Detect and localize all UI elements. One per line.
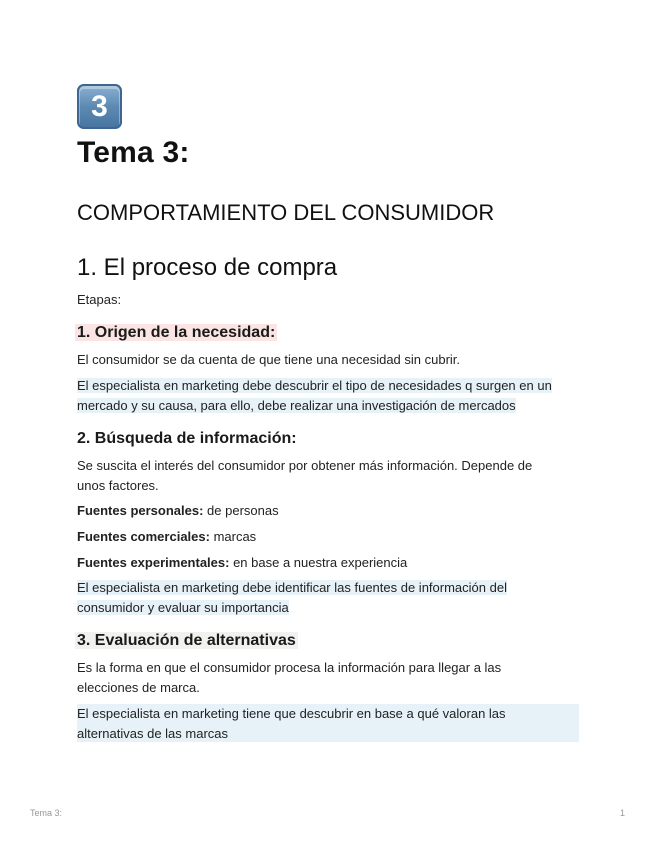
step1-text: El consumidor se da cuenta de que tiene una necesidad sin cubrir. <box>77 352 461 367</box>
footer-doc-title: Tema 3: <box>30 808 63 818</box>
step2-callout-line1: El especialista en marketing debe identificar las fuentes de información del <box>77 580 507 595</box>
step3-text-line2: elecciones de marca. <box>77 680 200 695</box>
step2-text-line2: unos factores. <box>77 478 159 493</box>
step1-callout-line1: El especialista en marketing debe descubrir el tipo de necesidades q surgen en un <box>77 378 552 393</box>
source-personal-label: Fuentes personales: <box>77 503 204 518</box>
source-personal <box>77 501 579 521</box>
step3-callout-line1: El especialista en marketing tiene que descubrir en base a qué valoran las <box>77 706 506 721</box>
page-title: Tema 3: <box>77 136 190 169</box>
etapas-label: Etapas: <box>77 292 122 307</box>
step2-text-line1: Se suscita el interés del consumidor por obtener más información. Depende de <box>77 458 533 473</box>
step2-text <box>77 456 579 496</box>
step3-callout <box>77 704 579 742</box>
step2-callout-line2: consumidor y evaluar su importancia <box>77 600 289 615</box>
source-experimental-label: Fuentes experimentales: <box>77 555 230 570</box>
step1-callout <box>77 376 579 416</box>
step3-text <box>77 658 579 698</box>
step3-text-line1: Es la forma en que el consumidor procesa la información para llegar a las <box>77 660 502 675</box>
step3-callout-line2: alternativas de las marcas <box>77 726 229 741</box>
keycap-3-icon: 3 <box>77 84 122 129</box>
source-experimental <box>77 553 579 573</box>
step3-heading-text: 3. Evaluación de alternativas <box>77 632 296 649</box>
step3-heading <box>77 630 298 652</box>
source-commercial-label: Fuentes comerciales: <box>77 529 210 544</box>
source-commercial-text: marcas <box>209 529 257 544</box>
source-experimental-text: en base a nuestra experiencia <box>229 555 408 570</box>
page-subtitle: COMPORTAMIENTO DEL CONSUMIDOR <box>77 200 495 225</box>
section-heading-proceso-compra: 1. El proceso de compra <box>77 254 338 281</box>
source-commercial <box>77 527 579 547</box>
step1-callout-line2: mercado y su causa, para ello, debe realizar una investigación de mercados <box>77 398 516 413</box>
source-personal-text: de personas <box>203 503 279 518</box>
step2-heading: 2. Búsqueda de información: <box>77 430 297 447</box>
step1-heading-text: 1. Origen de la necesidad: <box>77 324 276 341</box>
step2-callout <box>77 578 579 618</box>
step1-heading <box>77 322 277 344</box>
footer-page-number: 1 <box>620 808 626 818</box>
